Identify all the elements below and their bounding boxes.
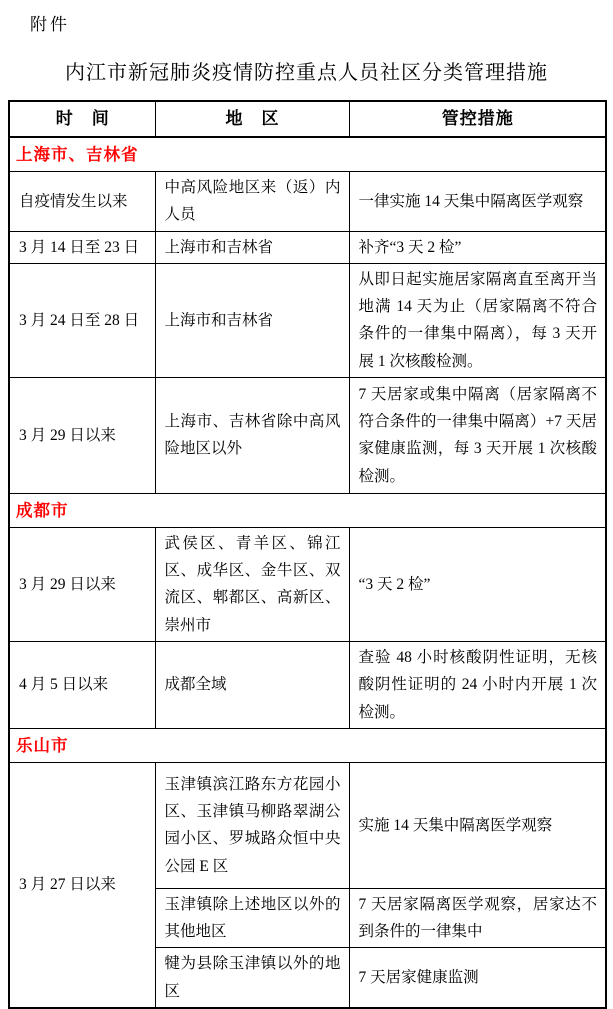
column-header-area: 地 区 [155, 101, 349, 137]
cell-area: 上海市和吉林省 [155, 231, 349, 263]
table-row [9, 377, 606, 493]
cell-measure: 7 天居家健康监测 [349, 948, 606, 1008]
cell-measure: 查验 48 小时核酸阴性证明，无核酸阴性证明的 24 小时内开展 1 次检测。 [349, 641, 606, 728]
section-header-row-shanghai-jilin [9, 137, 606, 172]
table-header-row [9, 101, 606, 137]
cell-area: 上海市、吉林省除中高风险地区以外 [155, 377, 349, 493]
section-title: 成都市 [9, 493, 606, 527]
cell-area: 中高风险地区来（返）内人员 [155, 172, 349, 232]
cell-time: 3 月 29 日以来 [9, 377, 155, 493]
cell-area: 成都全域 [155, 641, 349, 728]
table-row [9, 172, 606, 232]
measures-table [8, 100, 607, 1009]
attachment-label: 附件 [30, 15, 70, 34]
table-row [9, 762, 606, 888]
column-header-measure: 管控措施 [349, 101, 606, 137]
cell-time-merged: 3 月 27 日以来 [9, 762, 155, 1008]
cell-time: 3 月 24 日至 28 日 [9, 263, 155, 377]
cell-time: 3 月 29 日以来 [9, 527, 155, 641]
cell-area: 玉津镇滨江路东方花园小区、玉津镇马柳路翠湖公园小区、罗城路众恒中央公园 E 区 [155, 762, 349, 888]
document-page [0, 10, 613, 1000]
section-header-row-leshan [9, 728, 606, 762]
cell-area: 犍为县除玉津镇以外的地区 [155, 948, 349, 1008]
cell-area: 武侯区、青羊区、锦江区、成华区、金牛区、双流区、郫都区、高新区、崇州市 [155, 527, 349, 641]
table-row [9, 231, 606, 263]
table-row [9, 263, 606, 377]
cell-time: 自疫情发生以来 [9, 172, 155, 232]
cell-measure: 7 天居家隔离医学观察，居家达不到条件的一律集中 [349, 888, 606, 948]
cell-time: 4 月 5 日以来 [9, 641, 155, 728]
cell-area: 上海市和吉林省 [155, 263, 349, 377]
section-header-row-chengdu [9, 493, 606, 527]
section-title: 上海市、吉林省 [9, 137, 606, 172]
table-row [9, 641, 606, 728]
cell-measure: 一律实施 14 天集中隔离医学观察 [349, 172, 606, 232]
table-row [9, 527, 606, 641]
cell-area: 玉津镇除上述地区以外的其他地区 [155, 888, 349, 948]
cell-measure: 补齐“3 天 2 检” [349, 231, 606, 263]
page-title: 内江市新冠肺炎疫情防控重点人员社区分类管理措施 [65, 62, 548, 84]
cell-measure: 从即日起实施居家隔离直至离开当地满 14 天为止（居家隔离不符合条件的一律集中隔离），每 3 天开展 1 次核酸检测。 [349, 263, 606, 377]
cell-measure: “3 天 2 检” [349, 527, 606, 641]
section-title: 乐山市 [9, 728, 606, 762]
cell-time: 3 月 14 日至 23 日 [9, 231, 155, 263]
cell-measure: 7 天居家或集中隔离（居家隔离不符合条件的一律集中隔离）+7 天居家健康监测，每 3 天开展 1 次核酸检测。 [349, 377, 606, 493]
column-header-time: 时 间 [9, 101, 155, 137]
cell-measure: 实施 14 天集中隔离医学观察 [349, 762, 606, 888]
